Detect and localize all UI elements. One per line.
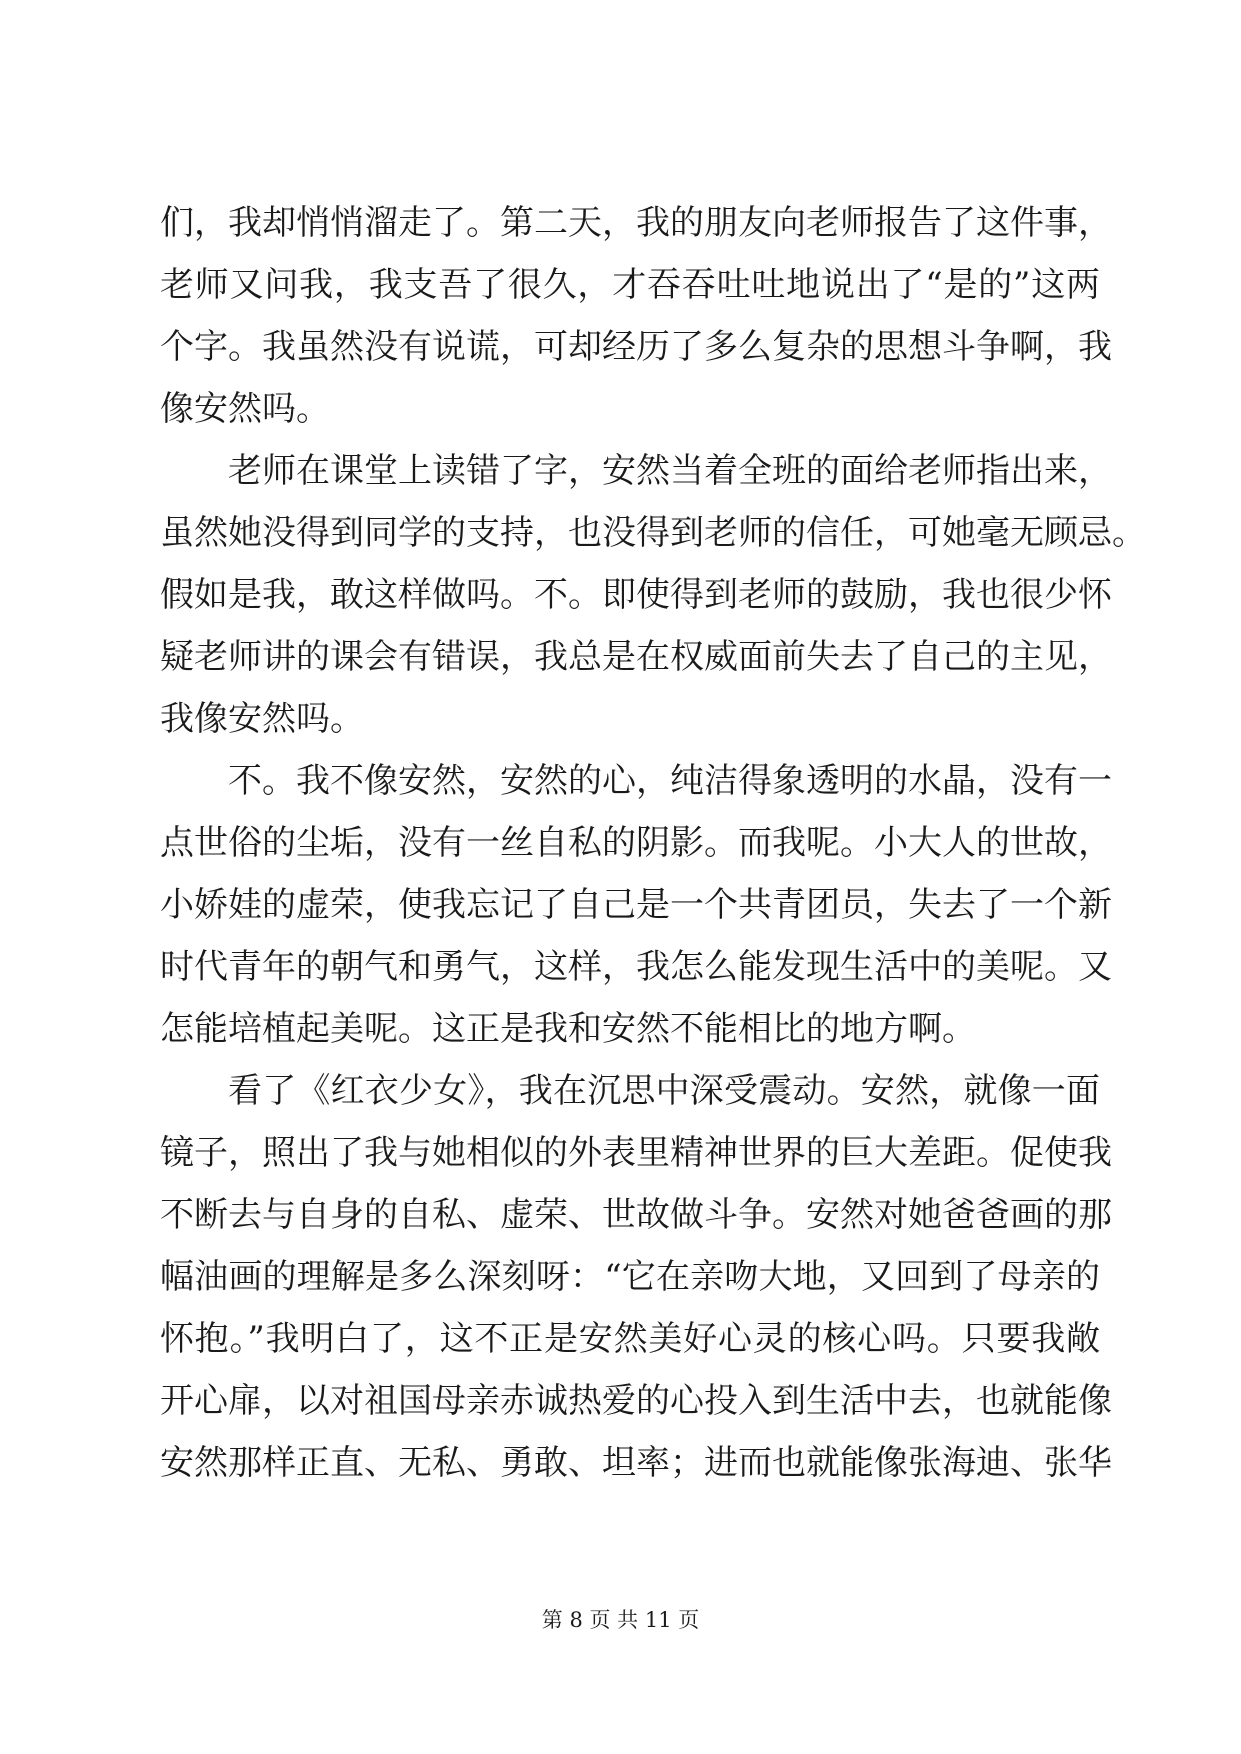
text-line: 怎能培植起美呢。这正是我和安然不能相比的地方啊。 (160, 1009, 976, 1049)
paragraph-1 (160, 192, 1112, 440)
page-number: 第 8 页 共 11 页 (541, 1608, 700, 1632)
text-line: 老师又问我，我支吾了很久，才吞吞吐吐地说出了“是的”这两 (160, 265, 1100, 305)
page-footer (0, 1606, 1241, 1634)
text-line: 小娇娃的虚荣，使我忘记了自己是一个共青团员，失去了一个新 (160, 885, 1112, 925)
paragraph-4 (160, 1060, 1112, 1494)
text-line: 看了《红衣少女》，我在沉思中深受震动。安然，就像一面 (228, 1071, 1100, 1111)
text-line: 像安然吗。 (160, 389, 330, 429)
text-line: 不。我不像安然，安然的心，纯洁得象透明的水晶，没有一 (228, 761, 1112, 801)
text-line: 虽然她没得到同学的支持，也没得到老师的信任，可她毫无顾忌。 (160, 513, 1146, 553)
text-line: 安然那样正直、无私、勇敢、坦率；进而也就能像张海迪、张华 (160, 1443, 1112, 1483)
text-line: 不断去与自身的自私、虚荣、世故做斗争。安然对她爸爸画的那 (160, 1195, 1112, 1235)
text-line: 疑老师讲的课会有错误，我总是在权威面前失去了自己的主见， (160, 637, 1112, 677)
text-line: 时代青年的朝气和勇气，这样，我怎么能发现生活中的美呢。又 (160, 947, 1112, 987)
text-line: 假如是我，敢这样做吗。不。即使得到老师的鼓励，我也很少怀 (160, 575, 1112, 615)
text-line: 我像安然吗。 (160, 699, 364, 739)
text-line: 开心扉，以对祖国母亲赤诚热爱的心投入到生活中去，也就能像 (160, 1381, 1112, 1421)
text-line: 镜子，照出了我与她相似的外表里精神世界的巨大差距。促使我 (160, 1133, 1112, 1173)
text-line: 老师在课堂上读错了字，安然当着全班的面给老师指出来， (228, 451, 1112, 491)
paragraph-3 (160, 750, 1112, 1060)
body-text (160, 192, 1146, 1494)
paragraph-2 (160, 440, 1146, 750)
text-line: 怀抱。”我明白了，这不正是安然美好心灵的核心吗。只要我敞 (160, 1319, 1100, 1359)
text-line: 个字。我虽然没有说谎，可却经历了多么复杂的思想斗争啊，我 (160, 327, 1112, 367)
text-line: 幅油画的理解是多么深刻呀：“它在亲吻大地，又回到了母亲的 (160, 1257, 1100, 1297)
text-line: 点世俗的尘垢，没有一丝自私的阴影。而我呢。小大人的世故， (160, 823, 1112, 863)
text-line: 们，我却悄悄溜走了。第二天，我的朋友向老师报告了这件事， (160, 203, 1112, 243)
